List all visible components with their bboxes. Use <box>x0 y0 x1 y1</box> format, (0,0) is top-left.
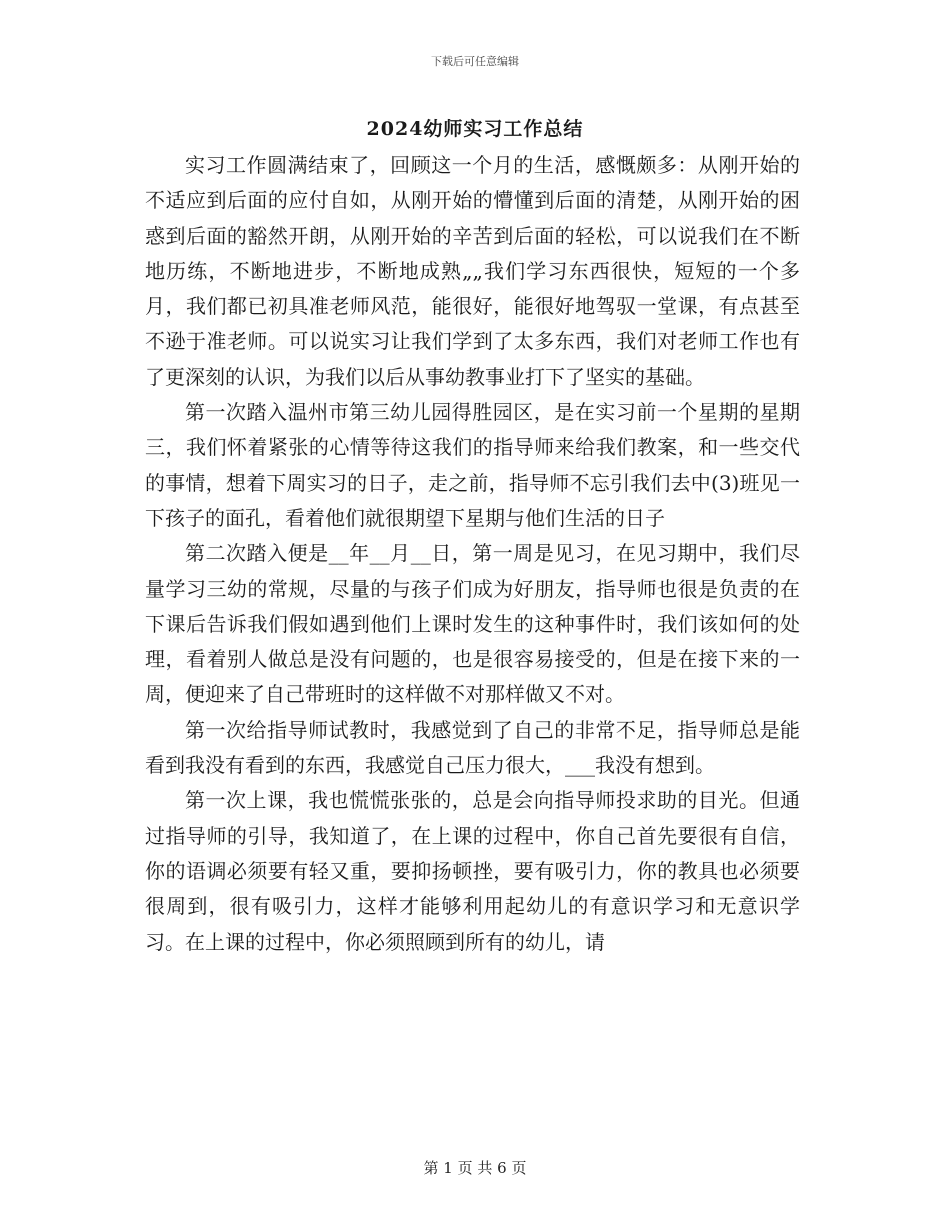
paragraph-4: 第一次给指导师试教时，我感觉到了自己的非常不足，指导师总是能看到我没有看到的东西，我感觉自己压力很大，___我没有想到。 <box>145 717 800 778</box>
document-body <box>145 148 800 960</box>
page-number-footer: 第 1 页 共 6 页 <box>423 1159 527 1177</box>
header-note: 下载后可任意编辑 <box>431 55 519 68</box>
paragraph-5: 第一次上课，我也慌慌张张的，总是会向指导师投求助的目光。但通过指导师的引导，我知道了，在上课的过程中，你自己首先要很有自信，你的语调必须要有轻又重，要抑扬顿挫，要有吸引力，你的教具也必须要很周到，很有吸引力，这样才能够利用起幼儿的有意识学习和无意识学习。在上课的过程中，你必须照顾到所有的幼儿，请 <box>145 788 800 954</box>
paragraph-2: 第一次踏入温州市第三幼儿园得胜园区，是在实习前一个星期的星期三，我们怀着紧张的心情等待这我们的指导师来给我们教案，和一些交代的事情，想着下周实习的日子，走之前，指导师不忘引我们去中(3)班见一下孩子的面孔，看着他们就很期望下星期与他们生活的日子 <box>145 400 800 530</box>
paragraph-3: 第二次踏入便是__年__月__日，第一周是见习，在见习期中，我们尽量学习三幼的常规，尽量的与孩子们成为好朋友，指导师也很是负责的在下课后告诉我们假如遇到他们上课时发生的这种事件时，我们该如何的处理，看着别人做总是没有问题的，也是很容易接受的，但是在接下来的一周，便迎来了自己带班时的这样做不对那样做又不对。 <box>145 541 800 707</box>
document-title: 2024幼师实习工作总结 <box>366 118 584 140</box>
paragraph-1: 实习工作圆满结束了，回顾这一个月的生活，感慨颇多：从刚开始的不适应到后面的应付自如，从刚开始的懵懂到后面的清楚，从刚开始的困惑到后面的豁然开朗，从刚开始的辛苦到后面的轻松，可以说我们在不断地历练，不断地进步，不断地成熟„„我们学习东西很快，短短的一个多月，我们都已初具准老师风范，能很好，能很好地驾驭一堂课，有点甚至不逊于准老师。可以说实习让我们学到了太多东西，我们对老师工作也有了更深刻的认识，为我们以后从事幼教事业打下了坚实的基础。 <box>145 153 800 389</box>
